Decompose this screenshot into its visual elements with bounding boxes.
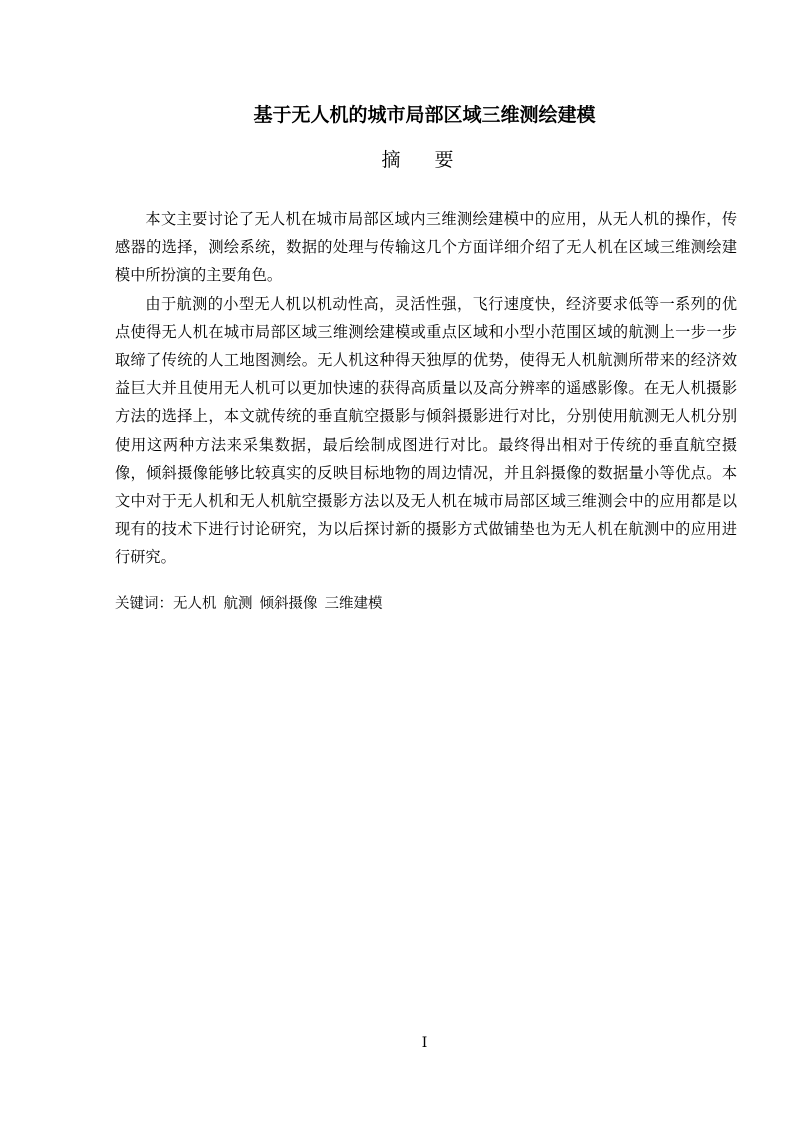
keyword: 倾斜摄像 <box>259 596 318 612</box>
abstract-heading: 摘 要 <box>381 149 468 171</box>
document-title: 基于无人机的城市局部区域三维测绘建模 <box>253 104 596 126</box>
keywords-line <box>115 591 390 617</box>
keyword: 三维建模 <box>324 596 383 612</box>
abstract-body <box>115 205 737 572</box>
abstract-paragraph: 本文主要讨论了无人机在城市局部区域内三维测绘建模中的应用，从无人机的操作，传感器的选择，测绘系统，数据的处理与传输这几个方面详细介绍了无人机在区域三维测绘建模中所扮演的主要角色。 <box>115 210 737 285</box>
keywords-label: 关键词： <box>115 596 173 612</box>
keyword: 航测 <box>223 596 253 612</box>
page-number: I <box>421 1035 428 1051</box>
abstract-paragraph: 由于航测的小型无人机以机动性高，灵活性强，飞行速度快，经济要求低等一系列的优点使得无人机在城市局部区域三维测绘建模或重点区域和小型小范围区域的航测上一步一步取缔了传统的人工地图测绘。无人机这种得天独厚的优势，使得无人机航测所带来的经济效益巨大并且使用无人机可以更加快速的获得高质量以及高分辨率的遥感影像。在无人机摄影方法的选择上，本文就传统的垂直航空摄影与倾斜摄影进行对比，分别使用航测无人机分别使用这两种方法来采集数据，最后绘制成图进行对比。最终得出相对于传统的垂直航空摄像，倾斜摄像能够比较真实的反映目标地物的周边情况，并且斜摄像的数据量小等优点。本文中对于无人机和无人机航空摄影方法以及无人机在城市局部区域三维测会中的应用都是以现有的技术下进行讨论研究，为以后探讨新的摄影方式做铺垫也为无人机在航测中的应用进行研究。 <box>115 294 737 567</box>
keyword: 无人机 <box>173 596 217 612</box>
